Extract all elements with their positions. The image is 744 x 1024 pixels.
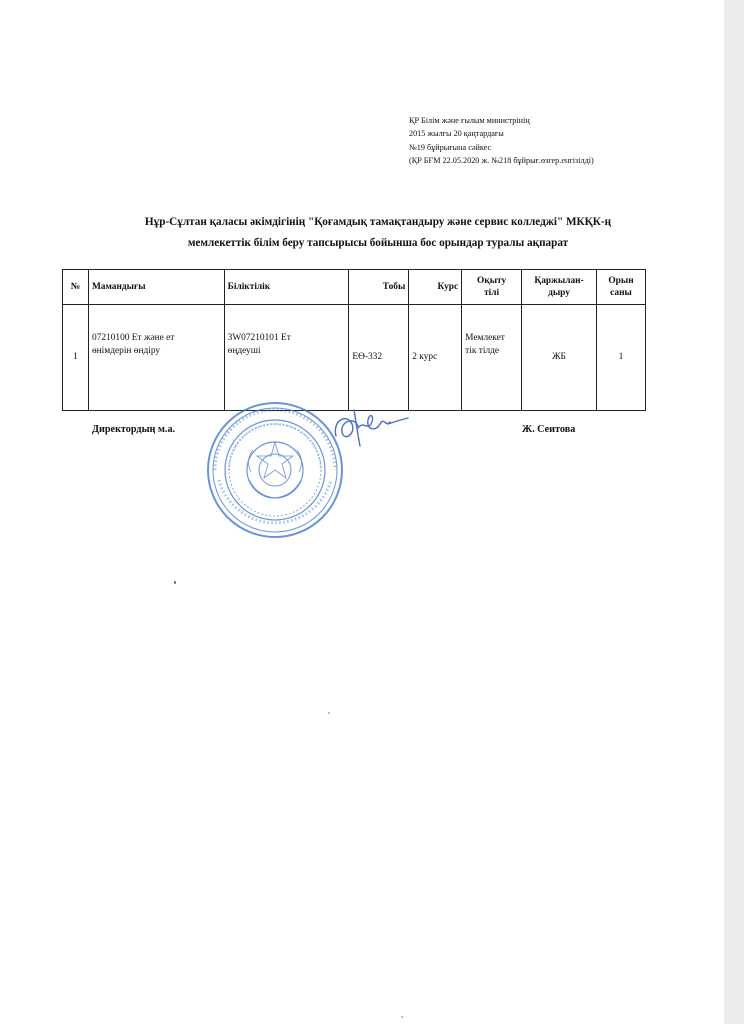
signature-icon bbox=[330, 402, 410, 452]
cell-funding: ЖБ bbox=[522, 305, 597, 411]
header-num: № bbox=[63, 270, 89, 305]
seal-icon bbox=[205, 400, 345, 540]
document-title bbox=[60, 212, 696, 254]
header-note-line: 2015 жылғы 20 қаңтардағы bbox=[409, 129, 504, 139]
title-line: мемлекеттік білім беру тапсырысы бойынша бос орындар туралы ақпарат bbox=[187, 237, 569, 249]
cell-specialty bbox=[88, 305, 224, 411]
cell-seats: 1 bbox=[597, 305, 646, 411]
header-qualification: Біліктілік bbox=[224, 270, 349, 305]
cell-qualification bbox=[224, 305, 349, 411]
header-specialty: Мамандығы bbox=[88, 270, 224, 305]
signatory-name: Ж. Сеитова bbox=[522, 424, 576, 435]
header-funding bbox=[522, 270, 597, 305]
table-row bbox=[63, 305, 646, 411]
header-note bbox=[409, 114, 594, 167]
header-note-line: (ҚР БҒМ 22.05.2020 ж. №218 бұйрығ.өзгер.енгізілді) bbox=[409, 155, 594, 165]
header-seats-line: саны bbox=[610, 288, 632, 298]
header-language bbox=[462, 270, 522, 305]
scan-speck bbox=[174, 581, 176, 584]
scan-speck bbox=[401, 1016, 403, 1018]
header-note-line: №19 бұйрығына сәйкес bbox=[409, 142, 492, 152]
cell-language-line: Мемлекет bbox=[465, 333, 505, 343]
header-funding-line: дыру bbox=[548, 288, 570, 298]
table-header-row bbox=[63, 270, 646, 305]
cell-specialty-line: 07210100 Ет және ет bbox=[91, 333, 175, 343]
cell-course: 2 курс bbox=[409, 305, 462, 411]
header-group: Тобы bbox=[349, 270, 409, 305]
cell-specialty-line: өнімдерін өндіру bbox=[91, 346, 161, 356]
header-seats-line: Орын bbox=[608, 276, 634, 286]
header-funding-line: Қаржылан- bbox=[534, 276, 584, 286]
cell-qualification-line: өңдеуші bbox=[227, 346, 261, 356]
cell-language-line: тік тілде bbox=[465, 346, 500, 356]
scan-edge bbox=[724, 0, 744, 1024]
header-language-line: тілі bbox=[484, 288, 500, 298]
header-course: Курс bbox=[409, 270, 462, 305]
cell-language bbox=[462, 305, 522, 411]
header-language-line: Оқыту bbox=[477, 276, 507, 286]
cell-num: 1 bbox=[63, 305, 89, 411]
title-line: Нұр-Сұлтан қаласы әкімдігінің "Қоғамдық тамақтандыру және сервис колледжі" МКҚК-ң bbox=[144, 216, 612, 228]
header-note-line: ҚР Білім және ғылым министрінің bbox=[409, 116, 530, 125]
signatory-position: Директордың м.а. bbox=[92, 424, 176, 435]
header-seats bbox=[597, 270, 646, 305]
cell-qualification-line: 3W07210101 Ет bbox=[227, 333, 291, 343]
vacancy-table bbox=[62, 269, 646, 411]
cell-group: ЕӨ-332 bbox=[349, 305, 409, 411]
scan-speck bbox=[328, 712, 330, 714]
